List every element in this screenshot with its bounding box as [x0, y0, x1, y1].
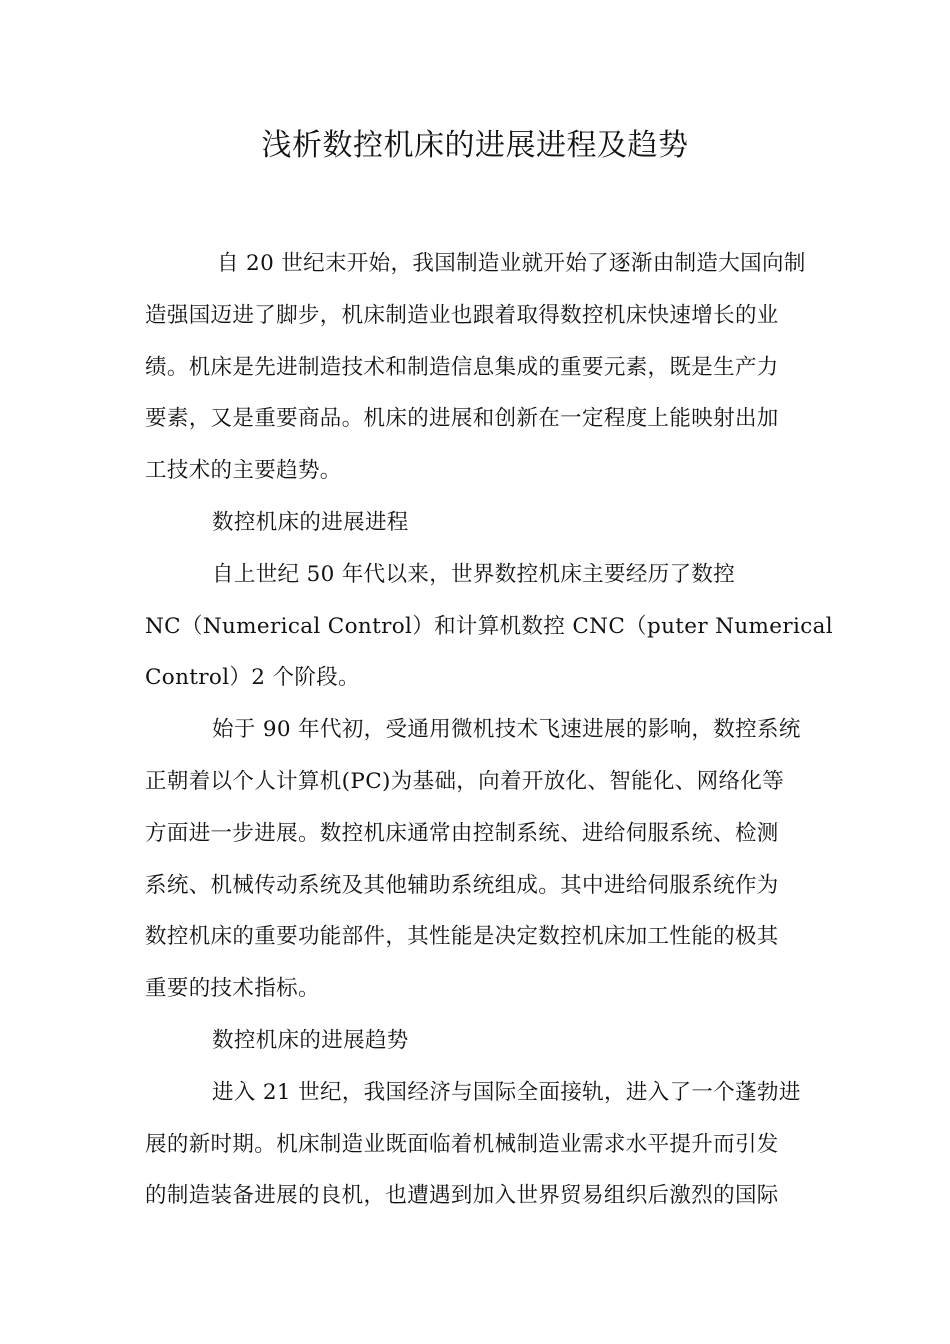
paragraph-line: NC（Numerical Control）和计算机数控 CNC（puter Numerical — [145, 613, 833, 639]
paragraph-line: Control）2 个阶段。 — [145, 665, 360, 691]
paragraph-line: 系统、机械传动系统及其他辅助系统组成。其中进给伺服系统作为 — [145, 872, 779, 898]
paragraph-line: 自上世纪 50 年代以来，世界数控机床主要经历了数控 — [212, 561, 736, 587]
document-body — [145, 238, 833, 1222]
paragraph-line: 绩。机床是先进制造技术和制造信息集成的重要元素，既是生产力 — [145, 354, 779, 380]
page-title: 浅析数控机床的进展进程及趋势 — [261, 128, 689, 163]
paragraph-line: 的制造装备进展的良机，也遭遇到加入世界贸易组织后激烈的国际 — [145, 1183, 779, 1209]
paragraph-line: 进入 21 世纪，我国经济与国际全面接轨，进入了一个蓬勃进 — [212, 1079, 801, 1105]
section-heading: 数控机床的进展趋势 — [212, 1027, 409, 1053]
paragraph-line: 方面进一步进展。数控机床通常由控制系统、进给伺服系统、检测 — [145, 820, 779, 846]
paragraph-line: 工技术的主要趋势。 — [145, 458, 342, 484]
paragraph-line: 重要的技术指标。 — [145, 976, 320, 1002]
paragraph-line: 自 20 世纪末开始，我国制造业就开始了逐渐由制造大国向制 — [217, 251, 806, 276]
paragraph-line: 数控机床的重要功能部件，其性能是决定数控机床加工性能的极其 — [145, 924, 779, 950]
paragraph-line: 展的新时期。机床制造业既面临着机械制造业需求水平提升而引发 — [145, 1131, 779, 1157]
paragraph-line: 正朝着以个人计算机(PC)为基础，向着开放化、智能化、网络化等 — [145, 768, 785, 794]
paragraph-line: 始于 90 年代初，受通用微机技术飞速进展的影响，数控系统 — [212, 717, 801, 743]
paragraph-line: 造强国迈进了脚步，机床制造业也跟着取得数控机床快速增长的业 — [145, 302, 779, 328]
section-heading: 数控机床的进展进程 — [212, 509, 409, 535]
paragraph-line: 要素，又是重要商品。机床的进展和创新在一定程度上能映射出加 — [145, 406, 779, 432]
